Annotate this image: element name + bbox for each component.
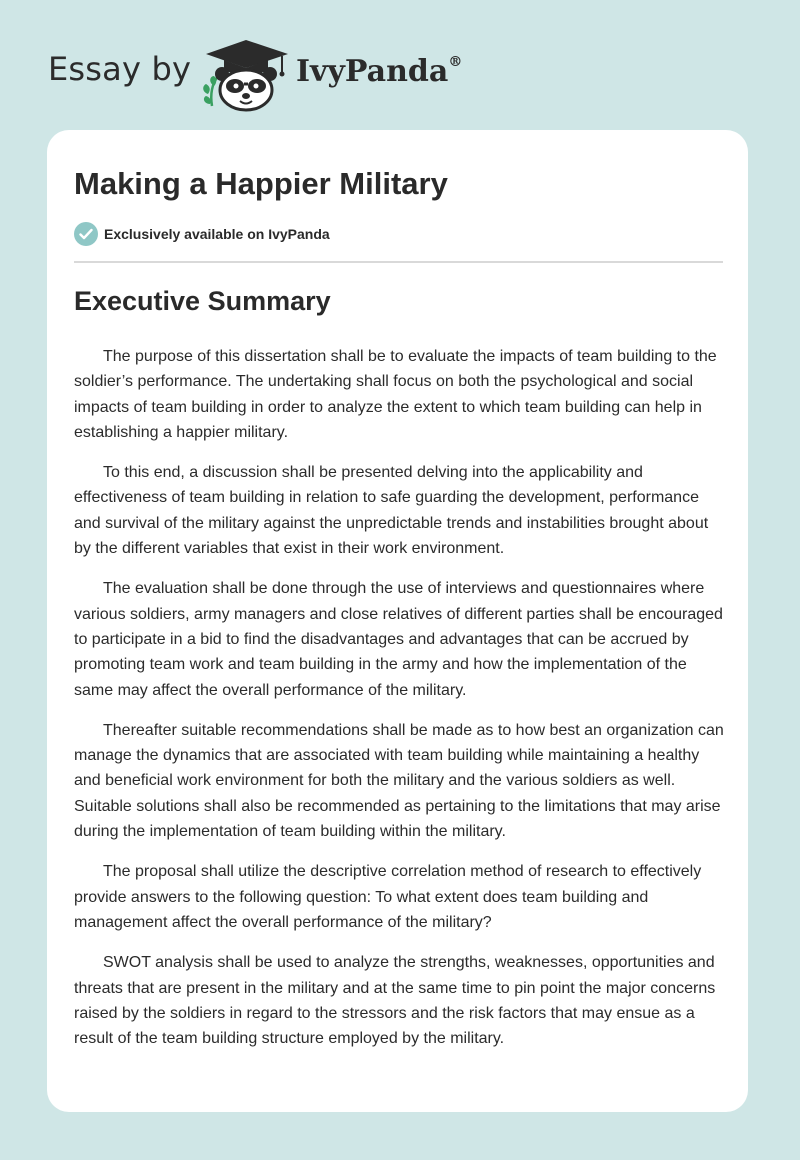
essay-card <box>47 130 748 1112</box>
paragraph: The proposal shall utilize the descriptive correlation method of research to effectively provide answers to the following question: To what extent does team building and management affect the overall performance of the military? <box>74 863 702 931</box>
essay-body <box>74 344 726 1066</box>
paragraph: The purpose of this dissertation shall be to evaluate the impacts of team building to the soldier’s performance. The undertaking shall focus on both the psychological and social impacts of team building in order to analyze the extent to which team building can help in establishing a happier military. <box>74 348 717 441</box>
paragraph: To this end, a discussion shall be presented delving into the applicability and effectiveness of team building in relation to safe guarding the development, performance and survival of the military against the unpredictable trends and instabilities brought about by the different variables that exist in their work environment. <box>74 464 709 558</box>
brand-name: IvyPanda <box>296 54 449 89</box>
check-circle-icon <box>74 222 98 246</box>
title-divider <box>74 261 723 263</box>
paragraph: SWOT analysis shall be used to analyze the strengths, weaknesses, opportunities and threats that are present in the military and at the same time to pin point the major concerns raised by the soldiers in regard to the stressors and the risk factors that may ensue as a result of the team building structure employed by the military. <box>74 954 716 1048</box>
essay-by-label: Essay by <box>48 50 192 88</box>
paragraph: The evaluation shall be done through the use of interviews and questionnaires where various soldiers, army managers and close relatives of different parties shall be encouraged to participate in a bid to find the disadvantages and advantages that can be accrued by promoting team work and team building in the army and how the implementation of the same may affect the overall performance of the military. <box>74 580 723 699</box>
exclusive-badge <box>74 222 330 246</box>
page-title: Making a Happier Military <box>74 166 448 201</box>
panda-graduate-icon[interactable] <box>196 36 292 112</box>
registered-mark: ® <box>448 54 463 70</box>
paragraph: Thereafter suitable recommendations shall be made as to how best an organization can manage the dynamics that are associated with team building while maintaining a healthy and beneficial work environment for both the military and the various soldiers as well. Suitable solutions shall also be recommended as pertaining to the limitations that may arise during the implementation of team building within the military. <box>74 721 724 841</box>
site-header <box>0 0 800 130</box>
exclusive-badge-label: Exclusively available on IvyPanda <box>104 226 330 242</box>
section-heading: Executive Summary <box>74 286 331 316</box>
brand-logo-text[interactable] <box>296 54 462 89</box>
